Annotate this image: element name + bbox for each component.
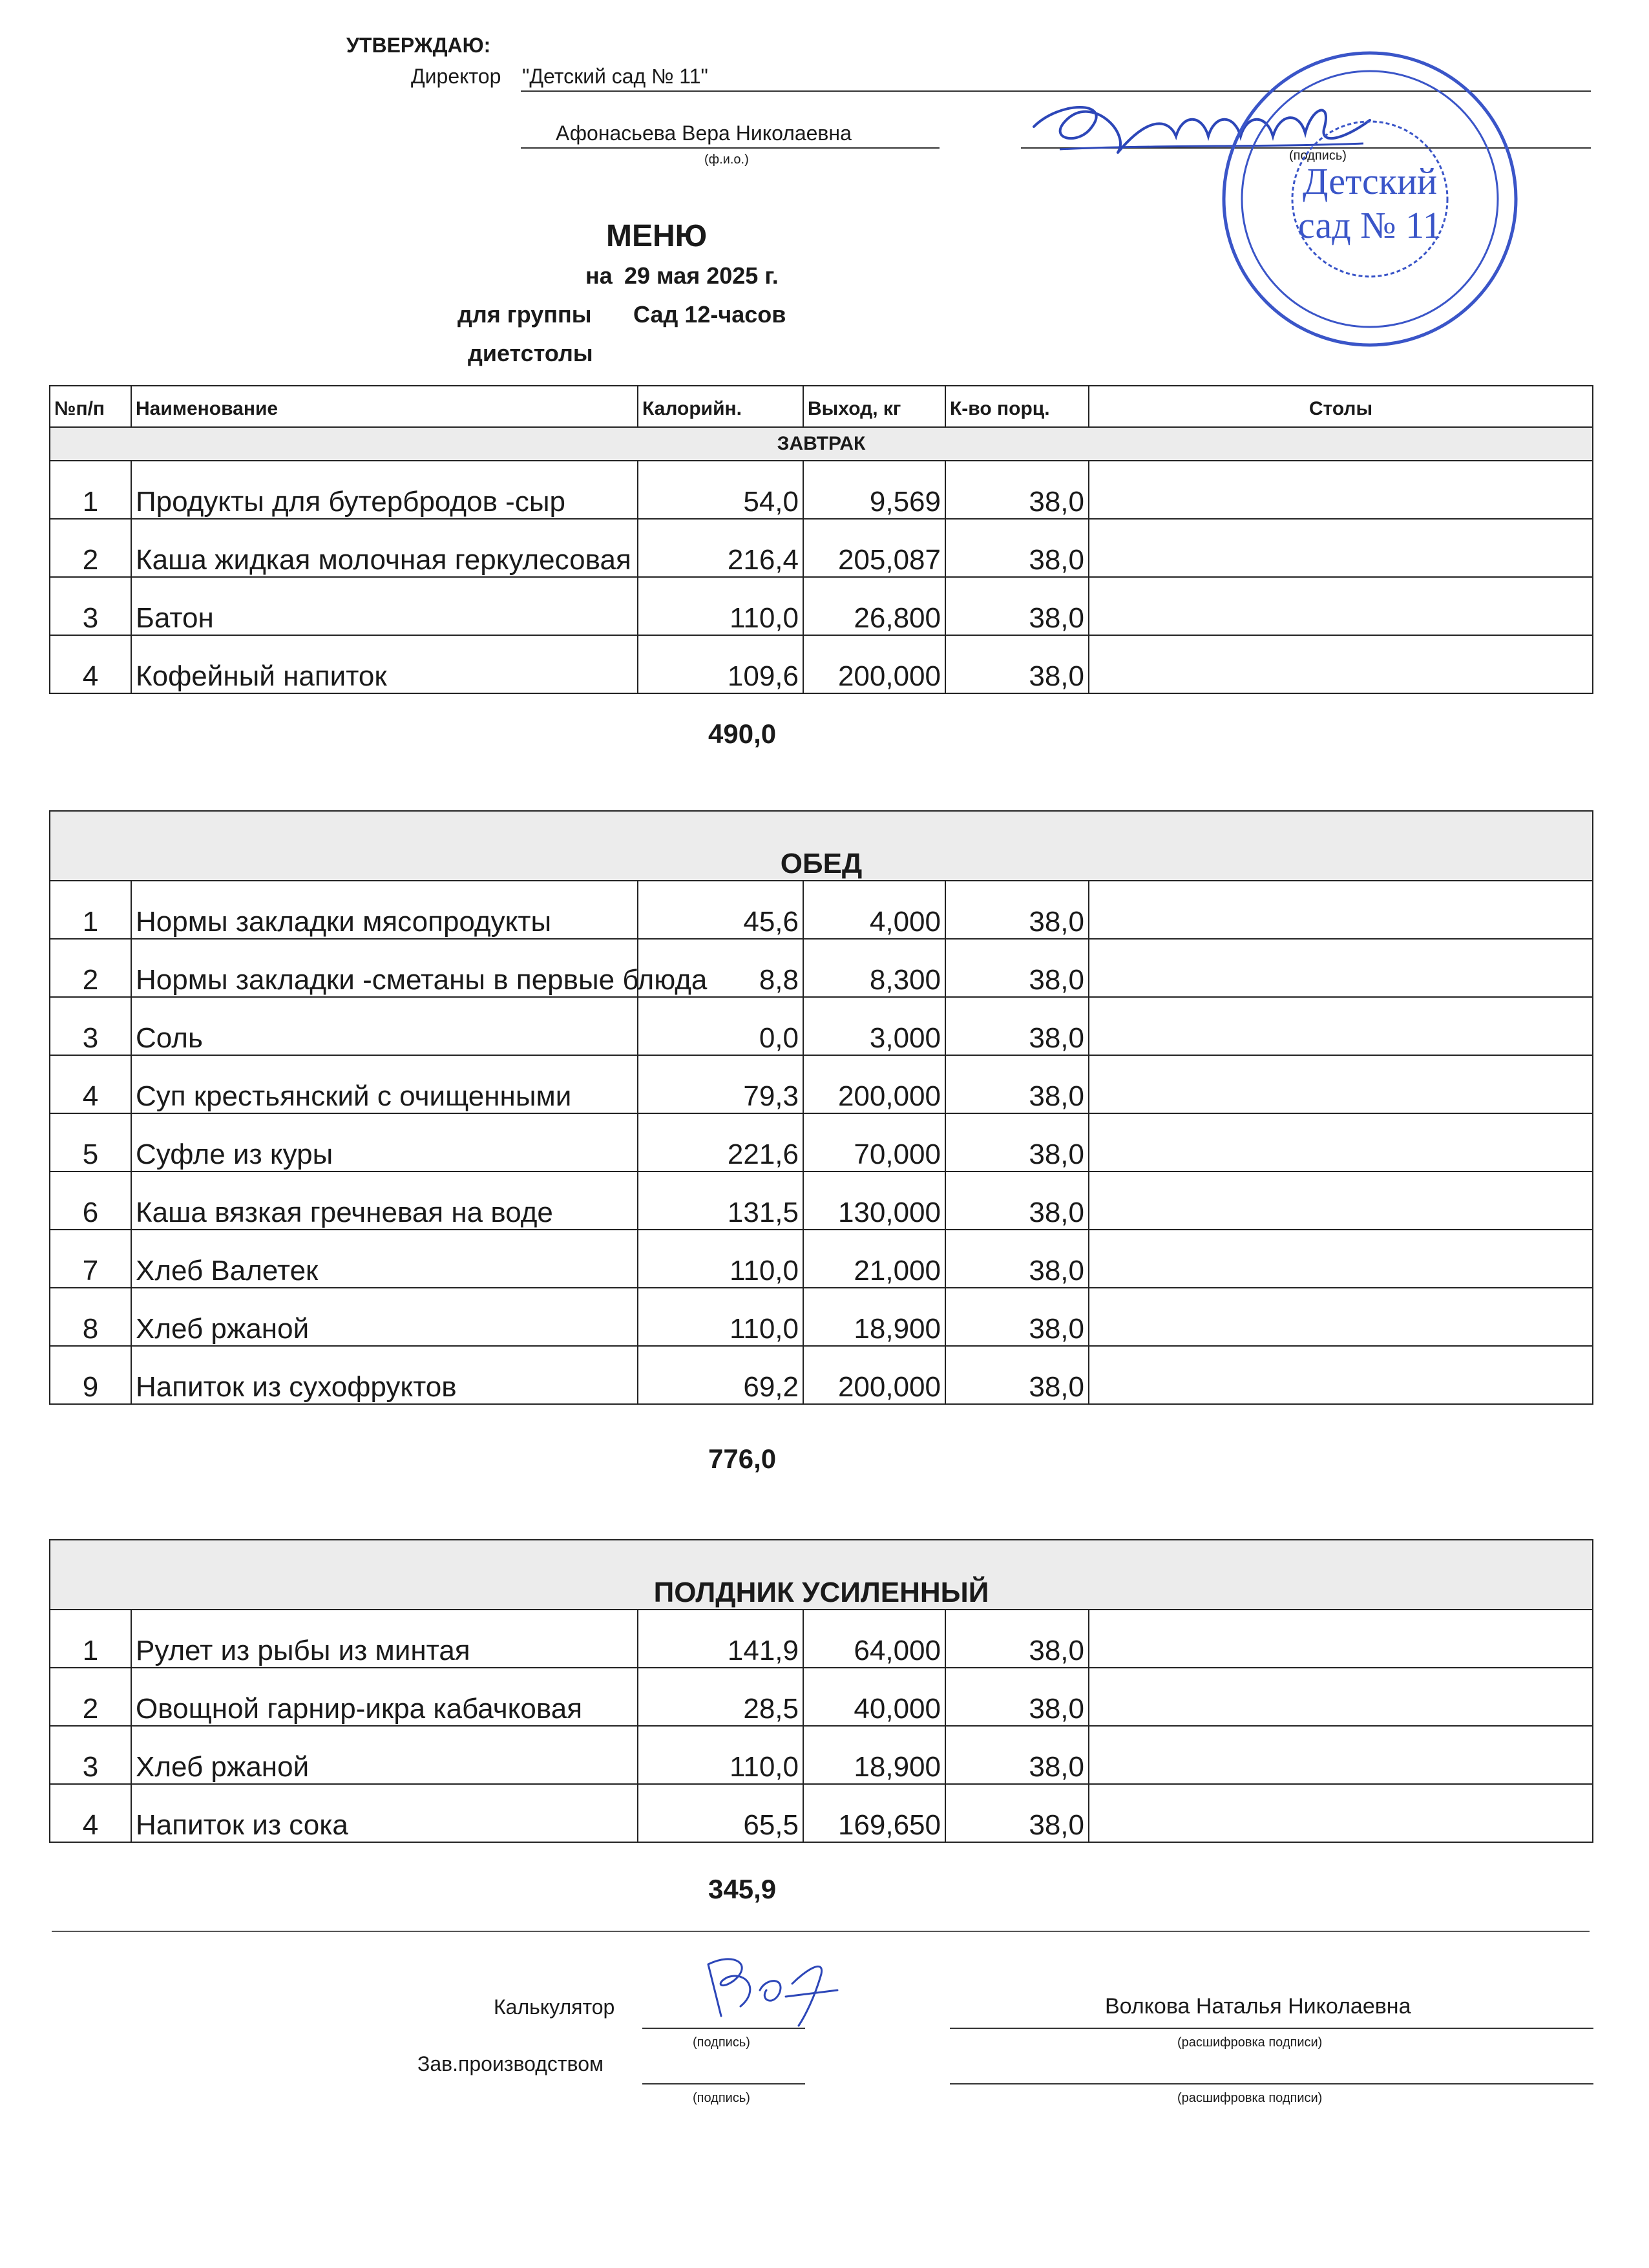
col-portions: К-во порц. [945,386,1089,427]
dish-name: Рулет из рыбы из минтая [131,1610,638,1668]
dish-portions: 38,0 [945,1610,1089,1668]
table-row [50,519,1593,577]
row-number: 2 [50,519,131,577]
dish-name: Овощной гарнир-икра кабачковая [131,1668,638,1726]
caption-sign: (подпись) [1289,149,1347,163]
table-row [50,1784,1593,1842]
table-row [50,1288,1593,1346]
dish-name: Хлеб ржаной [131,1288,638,1346]
dish-output: 26,800 [803,577,945,635]
dish-name: Суфле из куры [131,1113,638,1171]
stamp-text-2: сад № 11 [1298,204,1442,246]
director-name: Афонасьева Вера Николаевна [556,121,852,145]
dish-tables [1089,997,1593,1055]
dish-output: 9,569 [803,461,945,519]
production-sign-line [642,2083,805,2084]
dish-kcal: 0,0 [638,997,803,1055]
dish-output: 18,900 [803,1288,945,1346]
dish-tables [1089,1610,1593,1668]
col-number: №п/п [50,386,131,427]
table-row [50,1055,1593,1113]
row-number: 5 [50,1113,131,1171]
dish-tables [1089,1668,1593,1726]
row-number: 3 [50,577,131,635]
dish-kcal: 69,2 [638,1346,803,1404]
dish-kcal: 110,0 [638,577,803,635]
row-number: 9 [50,1346,131,1404]
row-number: 1 [50,461,131,519]
dish-portions: 38,0 [945,461,1089,519]
dish-output: 169,650 [803,1784,945,1842]
caption-decode-production: (расшифровка подписи) [1177,2091,1323,2105]
lunch-table [49,810,1593,1405]
section-header-breakfast [50,427,1593,461]
dish-name: Продукты для бутербродов -сыр [131,461,638,519]
dish-portions: 38,0 [945,881,1089,939]
footer-rule [52,1931,1590,1932]
dish-kcal: 54,0 [638,461,803,519]
dish-name: Каша вязкая гречневая на воде [131,1171,638,1230]
dish-name: Нормы закладки мясопродукты [131,881,638,939]
dish-output: 200,000 [803,1055,945,1113]
row-number: 2 [50,939,131,997]
breakfast-total: 490,0 [708,719,777,749]
dish-portions: 38,0 [945,1784,1089,1842]
dish-name: Батон [131,577,638,635]
dish-kcal: 110,0 [638,1288,803,1346]
col-output: Выход, кг [803,386,945,427]
table-row [50,577,1593,635]
breakfast-table [49,385,1593,694]
date-prefix: на [585,262,613,289]
dish-tables [1089,1288,1593,1346]
caption-sign-production: (подпись) [693,2091,750,2105]
dish-output: 64,000 [803,1610,945,1668]
dish-kcal: 79,3 [638,1055,803,1113]
director-label: Директор [411,65,501,88]
col-tables: Столы [1089,386,1593,427]
dish-kcal: 109,6 [638,635,803,693]
dish-output: 4,000 [803,881,945,939]
dish-kcal: 8,8 [638,939,803,997]
dish-tables [1089,1230,1593,1288]
group-prefix: для группы [457,301,592,328]
dish-name: Нормы закладки -сметаны в первые блюда [131,939,638,997]
dish-tables [1089,1346,1593,1404]
dish-portions: 38,0 [945,577,1089,635]
group-name: Сад 12-часов [633,301,786,328]
row-number: 4 [50,1055,131,1113]
row-number: 1 [50,1610,131,1668]
dish-tables [1089,1113,1593,1171]
table-row [50,881,1593,939]
approve-title: УТВЕРЖДАЮ: [346,34,491,57]
dish-portions: 38,0 [945,1055,1089,1113]
dish-tables [1089,519,1593,577]
dish-output: 205,087 [803,519,945,577]
dish-tables [1089,1726,1593,1784]
table-row [50,1346,1593,1404]
stamp-text-1: Детский [1302,160,1438,202]
calculator-label: Калькулятор [494,1995,615,2019]
table-row [50,1230,1593,1288]
table-row [50,1171,1593,1230]
caption-fio: (ф.и.о.) [704,152,749,167]
calculator-decode-line [950,2028,1593,2029]
row-number: 8 [50,1288,131,1346]
dish-portions: 38,0 [945,1346,1089,1404]
table-row [50,1610,1593,1668]
dish-portions: 38,0 [945,519,1089,577]
row-number: 2 [50,1668,131,1726]
dish-name: Хлеб ржаной [131,1726,638,1784]
row-number: 1 [50,881,131,939]
caption-sign-calc: (подпись) [693,2035,750,2050]
dish-kcal: 216,4 [638,519,803,577]
dish-tables [1089,577,1593,635]
table-row [50,1113,1593,1171]
dish-tables [1089,1171,1593,1230]
table-row [50,997,1593,1055]
dish-tables [1089,461,1593,519]
dish-name: Напиток из сухофруктов [131,1346,638,1404]
col-name: Наименование [131,386,638,427]
dish-output: 200,000 [803,1346,945,1404]
dish-portions: 38,0 [945,1726,1089,1784]
table-row [50,461,1593,519]
dish-name: Суп крестьянский с очищенными [131,1055,638,1113]
dish-kcal: 131,5 [638,1171,803,1230]
row-number: 4 [50,1784,131,1842]
menu-title: МЕНЮ [606,219,708,253]
dish-output: 18,900 [803,1726,945,1784]
section-title: ОБЕД [50,811,1593,881]
dish-tables [1089,939,1593,997]
dish-tables [1089,1055,1593,1113]
section-header-lunch [50,811,1593,881]
row-number: 6 [50,1171,131,1230]
dish-output: 200,000 [803,635,945,693]
dish-output: 40,000 [803,1668,945,1726]
dish-kcal: 110,0 [638,1726,803,1784]
snack-table [49,1539,1593,1843]
dish-portions: 38,0 [945,1113,1089,1171]
dish-portions: 38,0 [945,997,1089,1055]
dish-kcal: 110,0 [638,1230,803,1288]
table-row [50,939,1593,997]
row-number: 4 [50,635,131,693]
production-head-label: Зав.производством [417,2052,604,2075]
director-organization: "Детский сад № 11" [522,65,708,88]
dish-kcal: 28,5 [638,1668,803,1726]
dish-name: Каша жидкая молочная геркулесовая [131,519,638,577]
dish-portions: 38,0 [945,939,1089,997]
dish-portions: 38,0 [945,635,1089,693]
table-header-row [50,386,1593,427]
calculator-signature [682,1945,850,2029]
row-number: 3 [50,997,131,1055]
name-underline [521,147,940,149]
calculator-name: Волкова Наталья Николаевна [1105,1994,1411,2019]
dish-tables [1089,1784,1593,1842]
dish-output: 70,000 [803,1113,945,1171]
dish-tables [1089,881,1593,939]
dish-name: Хлеб Валетек [131,1230,638,1288]
snack-total: 345,9 [708,1874,777,1904]
dish-portions: 38,0 [945,1171,1089,1230]
organization-stamp [1215,44,1525,354]
dish-output: 21,000 [803,1230,945,1288]
dish-output: 8,300 [803,939,945,997]
lunch-total: 776,0 [708,1444,777,1474]
row-number: 7 [50,1230,131,1288]
dish-portions: 38,0 [945,1288,1089,1346]
dish-kcal: 141,9 [638,1610,803,1668]
dish-kcal: 65,5 [638,1784,803,1842]
dish-name: Кофейный напиток [131,635,638,693]
menu-date: 29 мая 2025 г. [624,262,779,289]
diet-label: диетстолы [468,340,593,366]
dish-kcal: 221,6 [638,1113,803,1171]
table-row [50,1726,1593,1784]
col-kcal: Калорийн. [638,386,803,427]
dish-tables [1089,635,1593,693]
section-title: ЗАВТРАК [50,427,1593,461]
section-title: ПОЛДНИК УСИЛЕННЫЙ [50,1540,1593,1610]
dish-portions: 38,0 [945,1668,1089,1726]
section-header-snack [50,1540,1593,1610]
dish-portions: 38,0 [945,1230,1089,1288]
table-row [50,635,1593,693]
caption-decode-calc: (расшифровка подписи) [1177,2035,1323,2050]
dish-kcal: 45,6 [638,881,803,939]
dish-output: 3,000 [803,997,945,1055]
dish-output: 130,000 [803,1171,945,1230]
table-row [50,1668,1593,1726]
production-decode-line [950,2083,1593,2084]
dish-name: Напиток из сока [131,1784,638,1842]
dish-name: Соль [131,997,638,1055]
row-number: 3 [50,1726,131,1784]
